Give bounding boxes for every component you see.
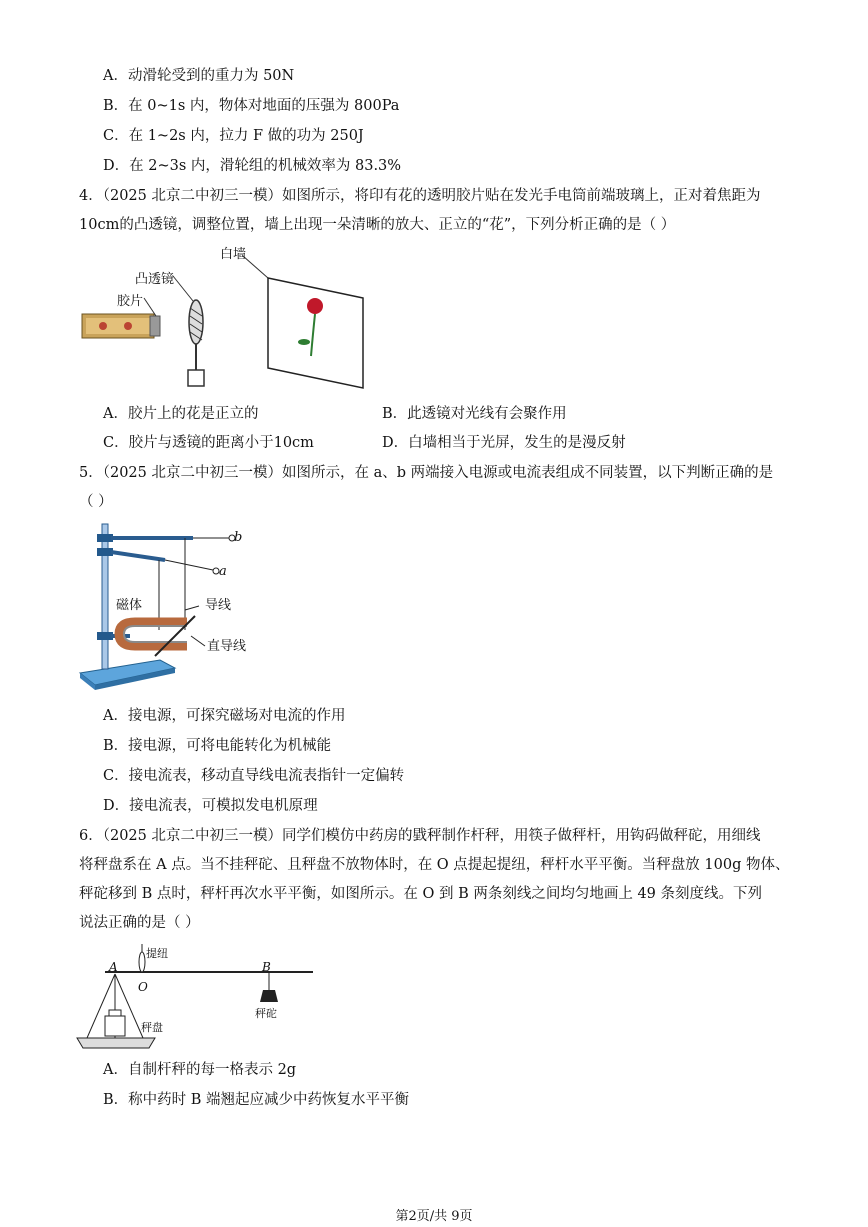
- q6-label-b: B: [262, 960, 271, 974]
- q4-option-c: C．胶片与透镜的距离小于10cm: [103, 435, 314, 451]
- q6-stem-line1: 6．（2025 北京二中初三一模）同学们模仿中药房的戥秤制作杆秤，用筷子做秤杆，用钩码做秤砣，用细线: [79, 828, 761, 844]
- q6-stem-line2: 将秤盘系在 A 点。当不挂秤砣、且秤盘不放物体时，在 O 点提起提纽，秤杆水平平衡。当秤盘放 100g 物体、: [79, 857, 790, 873]
- q5-label-straight-wire: 直导线: [207, 639, 247, 654]
- q4-option-b: B．此透镜对光线有会聚作用: [382, 406, 567, 422]
- q3-option-c: C．在 1~2s 内，拉力 F 做的功为 250J: [103, 128, 364, 144]
- page-footer: 第2页/共 9页: [395, 1209, 473, 1224]
- q4-option-a: A．胶片上的花是正立的: [103, 406, 259, 422]
- q4-label-film: 胶片: [117, 294, 144, 309]
- q4-option-d: D．白墙相当于光屏，发生的是漫反射: [382, 435, 626, 451]
- q6-stem-line3: 秤砣移到 B 点时，秤杆再次水平平衡，如图所示。在 O 到 B 两条刻线之间均匀地画上 49 条刻度线。下列: [79, 886, 763, 902]
- q3-option-a: A．动滑轮受到的重力为 50N: [103, 68, 295, 84]
- q6-label-a: A: [109, 960, 118, 974]
- q6-option-b: B．称中药时 B 端翘起应减少中药恢复水平平衡: [103, 1092, 410, 1108]
- q6-label-knob: 提纽: [146, 947, 168, 960]
- q5-stem-line2: （ ）: [79, 494, 113, 510]
- q5-label-wire: 导线: [205, 598, 232, 613]
- q5-option-b: B．接电源，可将电能转化为机械能: [103, 738, 332, 754]
- q5-option-c: C．接电流表，移动直导线电流表指针一定偏转: [103, 768, 405, 784]
- q5-stem-line1: 5．（2025 北京二中初三一模）如图所示，在 a、b 两端接入电源或电流表组成不同装置，以下判断正确的是: [79, 465, 774, 481]
- q3-option-d: D．在 2~3s 内，滑轮组的机械效率为 83.3%: [103, 158, 402, 174]
- q4-stem-line2: 10cm的凸透镜，调整位置，墙上出现一朵清晰的放大、正立的“花”，下列分析正确的是（ ）: [79, 217, 676, 233]
- q6-label-o: O: [138, 980, 148, 994]
- q5-figure-magnet-setup: [75, 518, 275, 696]
- q4-label-wall: 白墙: [220, 247, 247, 262]
- q6-option-a: A．自制杆秤的每一格表示 2g: [103, 1062, 297, 1078]
- q5-option-d: D．接电流表，可模拟发电机原理: [103, 798, 318, 814]
- q3-option-b: B．在 0~1s 内，物体对地面的压强为 800Pa: [103, 98, 400, 114]
- q5-option-a: A．接电源，可探究磁场对电流的作用: [103, 708, 346, 724]
- q4-label-lens: 凸透镜: [135, 272, 175, 287]
- q6-stem-line4: 说法正确的是（ ）: [79, 915, 200, 931]
- q5-label-b: b: [234, 530, 243, 545]
- q5-label-a: a: [219, 564, 227, 579]
- q6-label-pan: 秤盘: [141, 1021, 163, 1034]
- q4-stem-line1: 4．（2025 北京二中初三一模）如图所示，将印有花的透明胶片贴在发光手电筒前端玻璃上，正对着焦距为: [79, 188, 761, 204]
- q6-label-weight: 秤砣: [255, 1007, 277, 1020]
- q5-label-magnet: 磁体: [116, 598, 143, 613]
